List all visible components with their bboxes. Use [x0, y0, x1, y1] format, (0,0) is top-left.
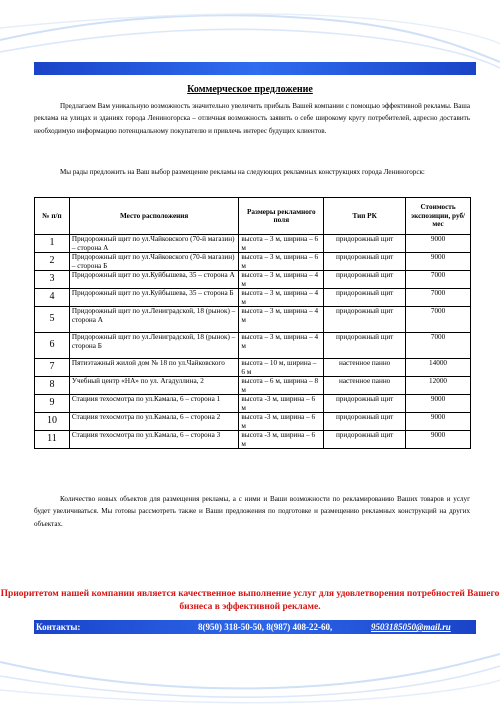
row-type: придорожный щит [324, 235, 406, 253]
row-price: 9000 [406, 413, 471, 431]
row-size: высота – 6 м, ширина – 8 м [239, 377, 324, 395]
row-type: придорожный щит [324, 431, 406, 449]
row-place: Учебный центр «НА» по ул. Агадуллина, 2 [69, 377, 239, 395]
advertising-table [34, 197, 471, 449]
row-type: придорожный щит [324, 271, 406, 289]
row-number: 6 [35, 333, 70, 359]
row-number: 3 [35, 271, 70, 289]
row-number: 9 [35, 395, 70, 413]
table-row [35, 377, 471, 395]
table-row [35, 333, 471, 359]
table-row [35, 431, 471, 449]
offer-paragraph: Мы рады предложить на Ваш выбор размещение рекламы на следующих рекламных конструкциях города Лениногорск: [60, 168, 425, 176]
table-header-row [35, 198, 471, 235]
row-number: 2 [35, 253, 70, 271]
decorative-wave-bottom [0, 632, 500, 707]
table-row [35, 235, 471, 253]
column-header: № п/п [35, 198, 70, 235]
row-place: Придорожный щит по ул.Лениградской, 18 (рынок) – сторона Б [69, 333, 239, 359]
row-type: придорожный щит [324, 307, 406, 333]
row-place: Придорожный щит по ул.Чайковского (70-й магазин) – сторона А [69, 235, 239, 253]
row-place: Придорожный щит по ул.Куйбышева, 35 – сторона А [69, 271, 239, 289]
row-place: Придорожный щит по ул.Чайковского (70-й магазин) – сторона Б [69, 253, 239, 271]
closing-paragraph: Количество новых объектов для размещения рекламы, а с ними и Ваши возможности по рекламированию Ваших товаров и услуг будет увеличиваться. Мы готовы рассмотреть также и Ваши предложения по подготовке и размещению рекламных конструкций на других объектах. [34, 495, 470, 528]
row-price: 7000 [406, 289, 471, 307]
row-price: 12000 [406, 377, 471, 395]
row-size: высота -3 м, ширина – 6 м [239, 395, 324, 413]
row-size: высота -3 м, ширина – 6 м [239, 431, 324, 449]
table-row [35, 289, 471, 307]
row-size: высота – 10 м, ширина – 6 м [239, 359, 324, 377]
row-type: придорожный щит [324, 395, 406, 413]
table-row [35, 253, 471, 271]
row-size: высота – 3 м, ширина – 6 м [239, 253, 324, 271]
row-size: высота -3 м, ширина – 6 м [239, 413, 324, 431]
row-size: высота – 3 м, ширина – 4 м [239, 289, 324, 307]
row-number: 4 [35, 289, 70, 307]
priority-statement: Приоритетом нашей компании является качественное выполнение услуг для удовлетворения потребностей Вашего бизнеса в эффективной рекламе. [0, 589, 500, 612]
column-header: Место расположения [69, 198, 239, 235]
row-place: Придорожный щит по ул.Куйбышева, 35 – сторона Б [69, 289, 239, 307]
row-size: высота – 3 м, ширина – 4 м [239, 307, 324, 333]
column-header: Тип РК [324, 198, 406, 235]
column-header: Размеры рекламного поля [239, 198, 324, 235]
row-number: 7 [35, 359, 70, 377]
row-price: 9000 [406, 235, 471, 253]
row-type: настенное панно [324, 359, 406, 377]
row-type: настенное панно [324, 377, 406, 395]
row-price: 7000 [406, 307, 471, 333]
contact-email-link[interactable]: 9503185050@mail.ru [371, 622, 451, 632]
table-row [35, 413, 471, 431]
row-type: придорожный щит [324, 333, 406, 359]
row-size: высота – 3 м, ширина – 4 м [239, 271, 324, 289]
row-place: Пятиэтажный жилой дом № 18 по ул.Чайковского [69, 359, 239, 377]
row-place: Стациия техосмотра по ул.Камала, 6 – сторона 1 [69, 395, 239, 413]
row-price: 14000 [406, 359, 471, 377]
row-place: Стациия техосмотра по ул.Камала, 6 – сторона 2 [69, 413, 239, 431]
column-header: Стоимость экспозиции, руб/мес [406, 198, 471, 235]
row-type: придорожный щит [324, 253, 406, 271]
row-number: 10 [35, 413, 70, 431]
header-blue-bar [34, 62, 476, 75]
table-row [35, 271, 471, 289]
row-place: Придорожный щит по ул.Лениградской, 18 (рынок) – сторона А [69, 307, 239, 333]
intro-paragraph: Предлагаем Вам уникальную возможность значительно увеличить прибыль Вашей компании с помощью эффективной рекламы. Ваша реклама на улицах и зданиях города Лениногорска – отличная возможность заявить о себе широкому кругу потребителей, адресно доставить необходимую информацию потенциальному покупателю и привлечь интерес будущих клиентов. [34, 102, 470, 135]
table-row [35, 359, 471, 377]
row-place: Стациия техосмотра по ул.Камала, 6 – сторона 3 [69, 431, 239, 449]
row-price: 9000 [406, 253, 471, 271]
row-price: 7000 [406, 333, 471, 359]
row-price: 9000 [406, 395, 471, 413]
contacts-label: Контакты: [36, 622, 81, 632]
row-number: 1 [35, 235, 70, 253]
row-number: 11 [35, 431, 70, 449]
row-price: 9000 [406, 431, 471, 449]
table-row [35, 307, 471, 333]
contact-phones: 8(950) 318-50-50, 8(987) 408-22-60, [198, 622, 333, 632]
table-row [35, 395, 471, 413]
page-title: Коммерческое предложение [187, 84, 313, 95]
row-price: 7000 [406, 271, 471, 289]
row-number: 5 [35, 307, 70, 333]
row-type: придорожный щит [324, 413, 406, 431]
row-size: высота – 3 м, ширина – 6 м [239, 235, 324, 253]
row-type: придорожный щит [324, 289, 406, 307]
row-size: высота – 3 м, ширина – 4 м [239, 333, 324, 359]
row-number: 8 [35, 377, 70, 395]
